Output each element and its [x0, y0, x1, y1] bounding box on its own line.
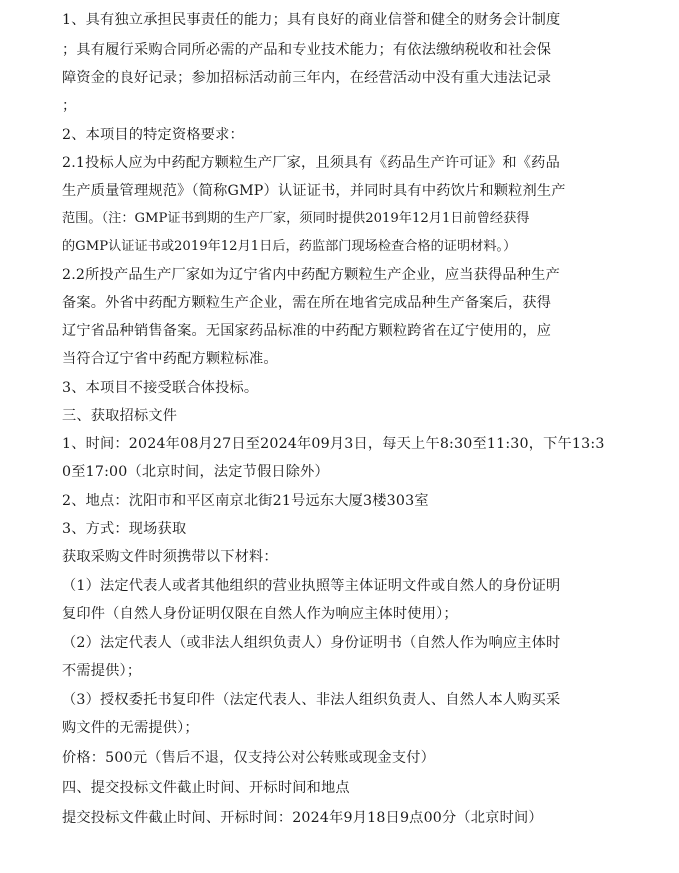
text-line: 的GMP认证证书或2019年12月1日后，药监部门现场检查合格的证明材料。）: [62, 239, 517, 254]
text-line: 2、地点：沈阳市和平区南京北街21号远东大厦3楼303室: [62, 493, 429, 509]
section-heading: 2、本项目的特定资格要求：: [62, 127, 244, 143]
section-heading: 三、获取招标文件: [62, 408, 178, 424]
text-line: ；: [62, 98, 77, 114]
text-line: （2）法定代表人（或非法人组织负责人）身份证明书（自然人作为响应主体时: [62, 635, 561, 651]
text-line: 2.2所投产品生产厂家如为辽宁省内中药配方颗粒生产企业，应当获得品种生产: [62, 267, 560, 283]
text-line: 当符合辽宁省中药配方颗粒标准。: [62, 351, 278, 367]
text-line: （3）授权委托书复印件（法定代表人、非法人组织负责人、自然人本人购买采: [62, 692, 561, 708]
text-line: 获取采购文件时须携带以下材料：: [62, 549, 278, 565]
text-line: 提交投标文件截止时间、开标时间：2024年9月18日9点00分（北京时间）: [62, 810, 543, 826]
text-line: 范围。（注：GMP证书到期的生产厂家，须同时提供2019年12月1日前曾经获得: [62, 211, 530, 226]
text-line: 3、本项目不接受联合体投标。: [62, 380, 259, 396]
text-line: 辽宁省品种销售备案。无国家药品标准的中药配方颗粒跨省在辽宁使用的，应: [62, 323, 552, 339]
text-line: 价格：500元（售后不退，仅支持公对公转账或现金支付）: [62, 750, 435, 766]
text-line: 1、时间：2024年08月27日至2024年09月3日，每天上午8:30至11:30，下午13:3: [62, 436, 605, 452]
text-line: 2.1投标人应为中药配方颗粒生产厂家，且须具有《药品生产许可证》和《药品: [62, 155, 560, 171]
text-line: ；具有履行采购合同所必需的产品和专业技术能力；有依法缴纳税收和社会保: [62, 42, 552, 58]
text-line: 0至17:00（北京时间，法定节假日除外）: [62, 464, 329, 480]
text-line: 1、具有独立承担民事责任的能力；具有良好的商业信誉和健全的财务会计制度: [62, 12, 561, 28]
text-line: 备案。外省中药配方颗粒生产企业，需在所在地省完成品种生产备案后，获得: [62, 295, 552, 311]
text-line: 3、方式：现场获取: [62, 521, 187, 537]
text-line: 复印件（自然人身份证明仅限在自然人作为响应主体时使用）；: [62, 606, 458, 622]
text-line: 生产质量管理规范》（简称GMP）认证证书，并同时具有中药饮片和颗粒剂生产: [62, 183, 566, 199]
text-line: 不需提供）；: [62, 663, 142, 679]
text-line: 购文件的无需提供）；: [62, 720, 199, 736]
section-heading: 四、提交投标文件截止时间、开标时间和地点: [62, 780, 350, 796]
text-line: 障资金的良好记录；参加招标活动前三年内，在经营活动中没有重大违法记录: [62, 70, 552, 86]
text-line: （1）法定代表人或者其他组织的营业执照等主体证明文件或自然人的身份证明: [62, 578, 561, 594]
